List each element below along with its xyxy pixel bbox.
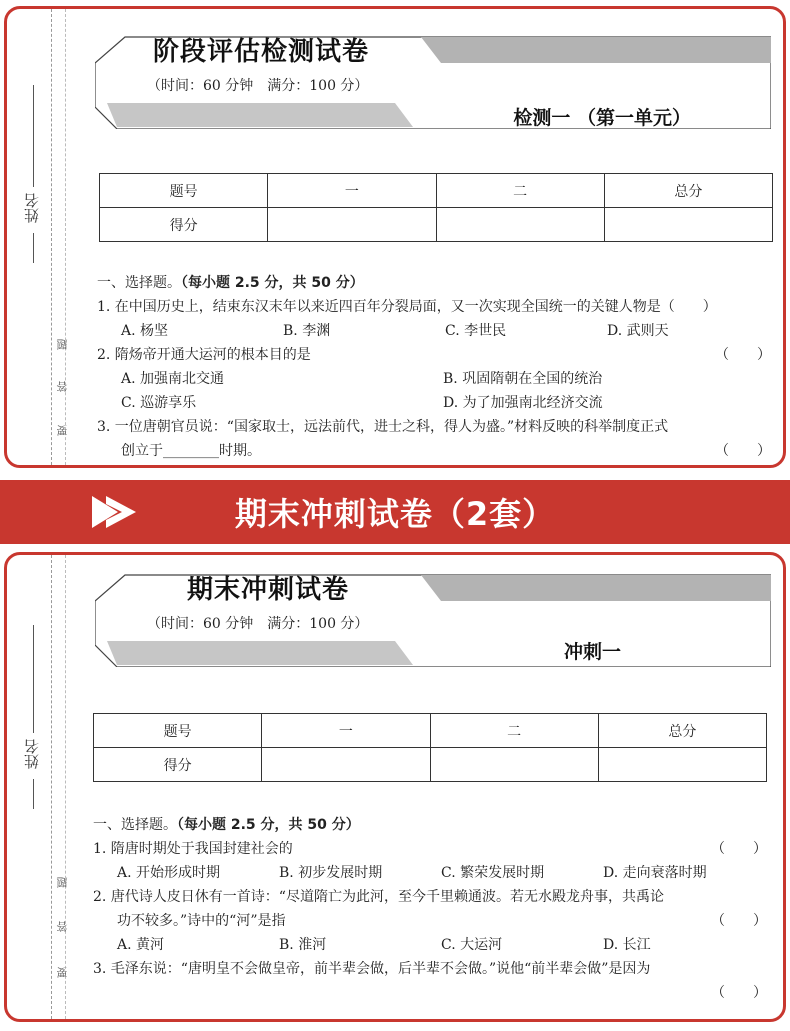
question-list [97, 271, 777, 463]
question-stem: 1. 隋唐时期处于我国封建社会的 [93, 841, 293, 857]
option-item: C. 大运河 [441, 937, 503, 953]
score-table-score-row [100, 208, 773, 242]
answer-bracket: （ ） [711, 913, 767, 929]
score-cell[interactable] [604, 208, 772, 242]
option-item: D. 为了加强南北经济交流 [443, 395, 603, 411]
option-item: B. 李渊 [283, 323, 331, 339]
section-note: （每小题 2.5 分，共 50 分） [181, 275, 364, 291]
score-table-header-cell: 总分 [604, 174, 772, 208]
question-options [97, 391, 777, 415]
answer-bracket: （ ） [715, 347, 771, 363]
name-label: 姓名 [23, 193, 41, 223]
section-title: 一、选择题。 [97, 275, 181, 291]
banner-title: 期末冲刺试卷（2套） [234, 495, 556, 533]
score-table-header-cell: 一 [268, 174, 436, 208]
binding-dash-line [65, 555, 66, 1019]
question-options [97, 319, 777, 343]
option-item: A. 加强南北交通 [121, 371, 225, 387]
question-row [93, 909, 773, 933]
binding-margin [7, 9, 71, 465]
seal-char: 题 [56, 877, 69, 888]
question-stem: 3. 一位唐朝官员说：“国家取士，远法前代，进士之科，得人为盛。”材料反映的科举制度正式 [97, 419, 669, 435]
exam-header [95, 561, 771, 661]
seal-char: 要 [56, 425, 69, 436]
question-stem: 3. 毛泽东说：“唐明皇不会做皇帝，前半辈会做，后半辈不会做。”说他“前半辈会做”是因为 [93, 961, 651, 977]
exam-card-bottom [4, 552, 786, 1022]
score-table-header-row [94, 714, 767, 748]
binding-dash-line [65, 9, 66, 465]
section-banner [0, 480, 790, 544]
score-row-label: 得分 [94, 748, 262, 782]
seal-char: 答 [56, 921, 69, 932]
exam-title: 期末冲刺试卷 [187, 575, 350, 605]
option-item: A. 开始形成时期 [117, 865, 221, 881]
answer-bracket: （ ） [711, 841, 767, 857]
question-options [93, 861, 773, 885]
seal-char: 题 [56, 339, 69, 350]
score-table-header-cell: 二 [436, 174, 604, 208]
name-underline [33, 85, 34, 187]
section-heading [93, 813, 773, 837]
exam-card-top [4, 6, 786, 468]
question-row [97, 439, 777, 463]
name-underline [33, 625, 34, 733]
option-item: C. 李世民 [445, 323, 507, 339]
score-table [99, 173, 773, 242]
option-item: C. 巡游享乐 [121, 395, 197, 411]
name-underline [33, 779, 34, 809]
exam-meta: （时间：60 分钟 满分：100 分） [147, 78, 369, 94]
exam-header [95, 23, 771, 129]
score-cell[interactable] [598, 748, 766, 782]
score-cell[interactable] [262, 748, 430, 782]
section-note: （每小题 2.5 分，共 50 分） [177, 817, 360, 833]
binding-margin [7, 555, 71, 1019]
score-table-header-cell: 题号 [94, 714, 262, 748]
question-row [93, 837, 773, 861]
score-table-header-cell: 题号 [100, 174, 268, 208]
question-stem: 2. 隋炀帝开通大运河的根本目的是 [97, 347, 311, 363]
question-stem: 2. 唐代诗人皮日休有一首诗：“尽道隋亡为此河，至今千里赖通波。若无水殿龙舟事，共禹论 [93, 889, 664, 905]
question-options [93, 933, 773, 957]
score-table-header-cell: 总分 [598, 714, 766, 748]
score-table-header-cell: 一 [262, 714, 430, 748]
name-label: 姓名 [23, 739, 41, 769]
score-cell[interactable] [436, 208, 604, 242]
option-item: B. 巩固隋朝在全国的统治 [443, 371, 603, 387]
score-table [93, 713, 767, 782]
exam-unit: 冲刺一 [563, 641, 621, 663]
option-item: D. 长江 [603, 937, 651, 953]
score-cell[interactable] [268, 208, 436, 242]
score-table-header-row [100, 174, 773, 208]
exam-title: 阶段评估检测试卷 [153, 37, 370, 67]
exam-unit: 检测一 （第一单元） [513, 107, 691, 129]
section-title: 一、选择题。 [93, 817, 177, 833]
question-row [97, 343, 777, 367]
option-item: C. 繁荣发展时期 [441, 865, 545, 881]
option-item: D. 武则天 [607, 323, 669, 339]
section-heading [97, 271, 777, 295]
answer-bracket: （ ） [715, 443, 771, 459]
score-cell[interactable] [430, 748, 598, 782]
option-item: D. 走向衰落时期 [603, 865, 707, 881]
question-stem-cont: 功不较多。”诗中的“河”是指 [117, 913, 286, 929]
option-item: B. 初步发展时期 [279, 865, 383, 881]
question-stem: 1. 在中国历史上，结束东汉末年以来近四百年分裂局面，又一次实现全国统一的关键人物是（ ） [97, 299, 717, 315]
question-options [97, 367, 777, 391]
question-stem-cont: 创立于________时期。 [121, 443, 261, 459]
binding-dash-line [51, 555, 52, 1019]
answer-bracket: （ ） [711, 985, 767, 1001]
seal-char: 答 [56, 381, 69, 392]
play-arrows-icon [92, 494, 140, 530]
score-table-score-row [94, 748, 767, 782]
option-item: A. 黄河 [117, 937, 165, 953]
option-item: A. 杨坚 [121, 323, 169, 339]
option-item: B. 淮河 [279, 937, 327, 953]
question-list [93, 813, 773, 1001]
seal-char: 要 [56, 967, 69, 978]
name-underline [33, 233, 34, 263]
binding-dash-line [51, 9, 52, 465]
score-row-label: 得分 [100, 208, 268, 242]
exam-meta: （时间：60 分钟 满分：100 分） [147, 616, 369, 632]
score-table-header-cell: 二 [430, 714, 598, 748]
